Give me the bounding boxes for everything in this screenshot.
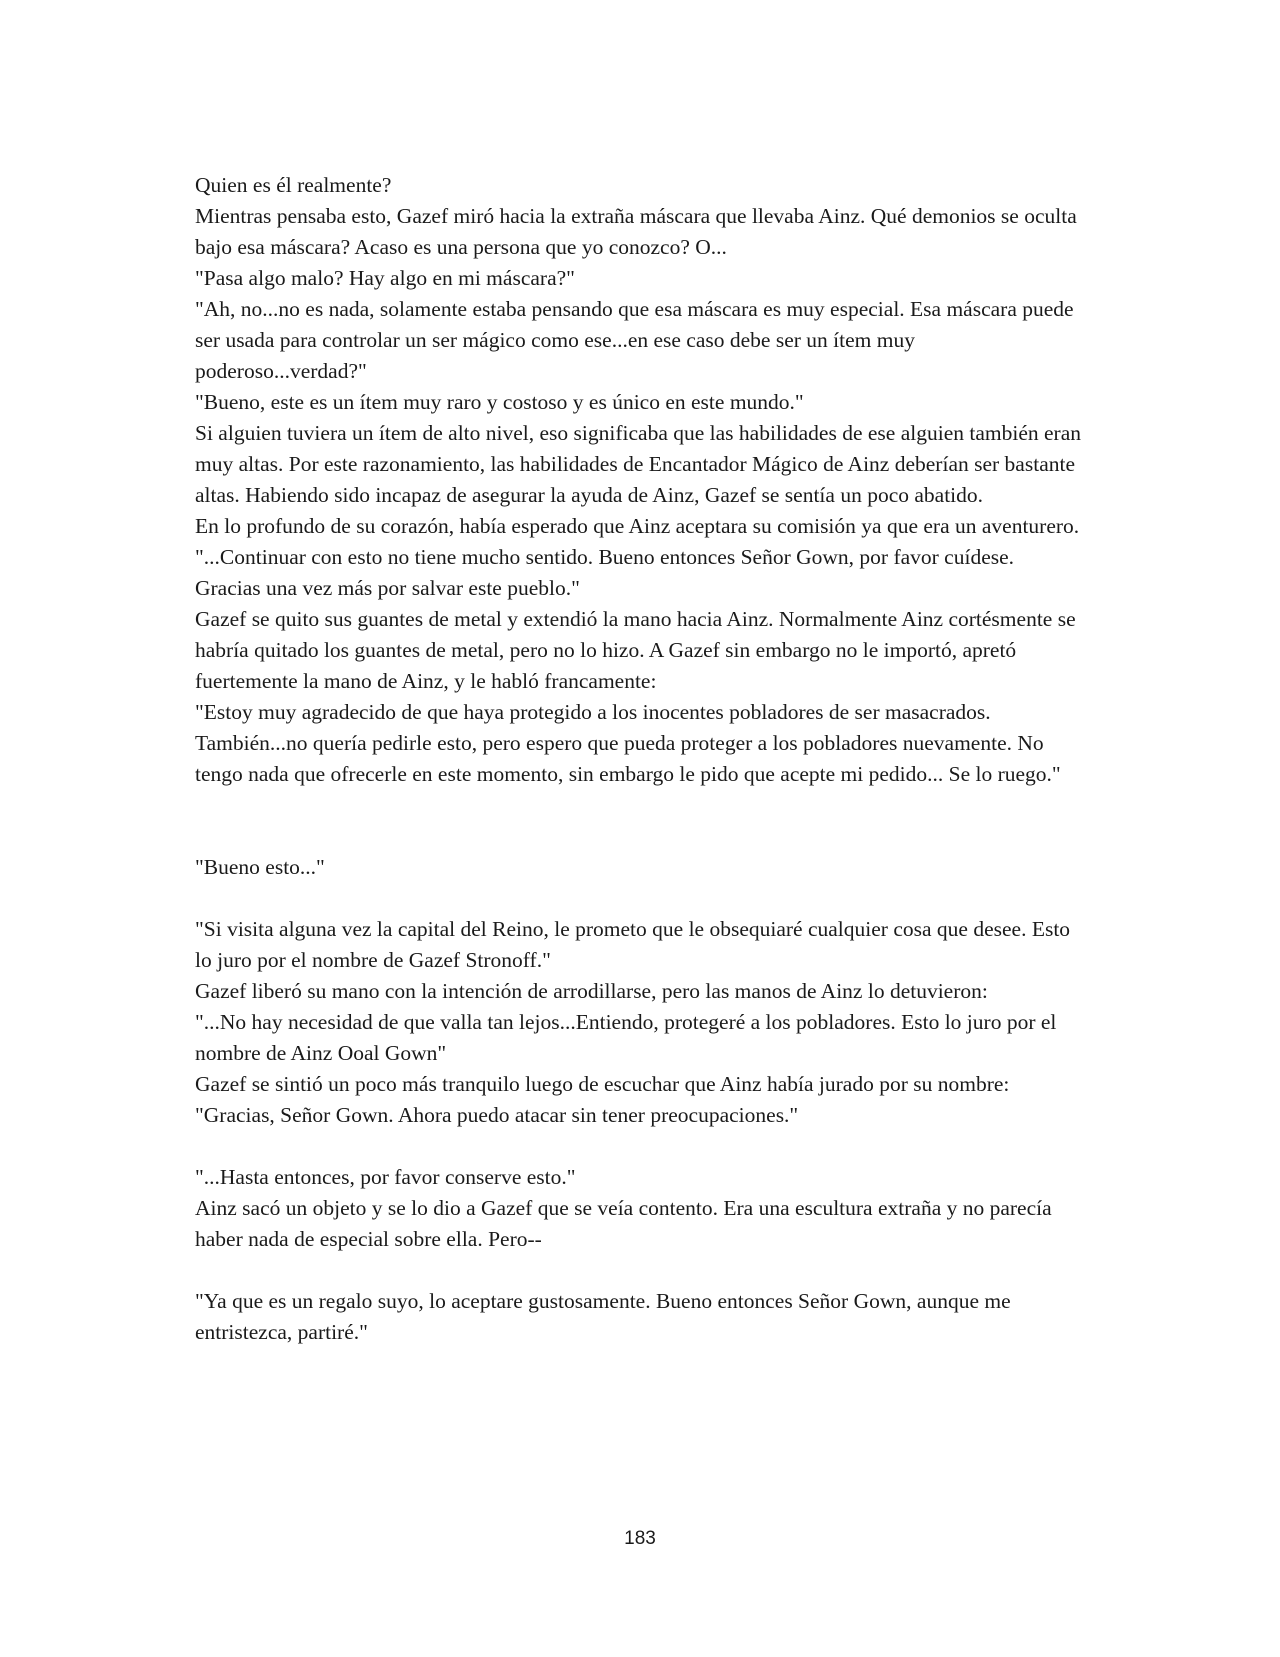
paragraph: "Estoy muy agradecido de que haya protegido a los inocentes pobladores de ser masacrados. También...no quería pedirle esto, pero espero que pueda proteger a los pobladores nuevamente. No tengo nada que ofrecerle en este momento, sin embargo le pido que acepte mi pedido... Se lo ruego.": [195, 700, 1061, 786]
paragraph-gap: [195, 1131, 1085, 1162]
paragraph: "Bueno, este es un ítem muy raro y costoso y es único en este mundo.": [195, 390, 804, 414]
page-number: 183: [624, 1528, 656, 1549]
paragraph: "Si visita alguna vez la capital del Reino, le prometo que le obsequiaré cualquier cosa que desee. Esto lo juro por el nombre de Gazef Stronoff.": [195, 917, 1071, 972]
paragraph: "Ya que es un regalo suyo, lo aceptare gustosamente. Bueno entonces Señor Gown, aunque me entristezca, partiré.": [195, 1289, 1011, 1344]
paragraph-gap: [195, 790, 1085, 852]
paragraph: "...Hasta entonces, por favor conserve esto.": [195, 1165, 576, 1189]
paragraph-gap: [195, 883, 1085, 914]
paragraph: "...No hay necesidad de que valla tan lejos...Entiendo, protegeré a los pobladores. Esto lo juro por el nombre de Ainz Ooal Gown": [195, 1010, 1057, 1065]
paragraph: Mientras pensaba esto, Gazef miró hacia la extraña máscara que llevaba Ainz. Qué demonios se oculta bajo esa máscara? Acaso es una persona que yo conozco? O...: [195, 204, 1077, 259]
paragraph: Gazef se sintió un poco más tranquilo luego de escuchar que Ainz había jurado por su nombre:: [195, 1072, 1010, 1096]
paragraph: Quien es él realmente?: [195, 173, 392, 197]
paragraph: "...Continuar con esto no tiene mucho sentido. Bueno entonces Señor Gown, por favor cuídese. Gracias una vez más por salvar este pueblo.": [195, 545, 1015, 600]
text-body: [195, 170, 1085, 1348]
paragraph-gap: [195, 1255, 1085, 1286]
paragraph: "Bueno esto...": [195, 855, 325, 879]
paragraph: Si alguien tuviera un ítem de alto nivel, eso significaba que las habilidades de ese alguien también eran muy altas. Por este razonamiento, las habilidades de Encantador Mágico de Ainz deberían ser bastante altas. Habiendo sido incapaz de asegurar la ayuda de Ainz, Gazef se sentía un poco abatido.: [195, 421, 1081, 507]
paragraph: Gazef se quito sus guantes de metal y extendió la mano hacia Ainz. Normalmente Ainz cortésmente se habría quitado los guantes de metal, pero no lo hizo. A Gazef sin embargo no le importó, apretó fuertemente la mano de Ainz, y le habló francamente:: [195, 607, 1076, 693]
paragraph: "Ah, no...no es nada, solamente estaba pensando que esa máscara es muy especial. Esa máscara puede ser usada para controlar un ser mágico como ese...en ese caso debe ser un ítem muy poderoso...verdad?": [195, 297, 1074, 383]
paragraph: Gazef liberó su mano con la intención de arrodillarse, pero las manos de Ainz lo detuvieron:: [195, 979, 988, 1003]
paragraph: "Pasa algo malo? Hay algo en mi máscara?": [195, 266, 575, 290]
paragraph: En lo profundo de su corazón, había esperado que Ainz aceptara su comisión ya que era un aventurero.: [195, 514, 1080, 538]
paragraph: "Gracias, Señor Gown. Ahora puedo atacar sin tener preocupaciones.": [195, 1103, 799, 1127]
paragraph: Ainz sacó un objeto y se lo dio a Gazef que se veía contento. Era una escultura extraña y no parecía haber nada de especial sobre ella. Pero--: [195, 1196, 1052, 1251]
